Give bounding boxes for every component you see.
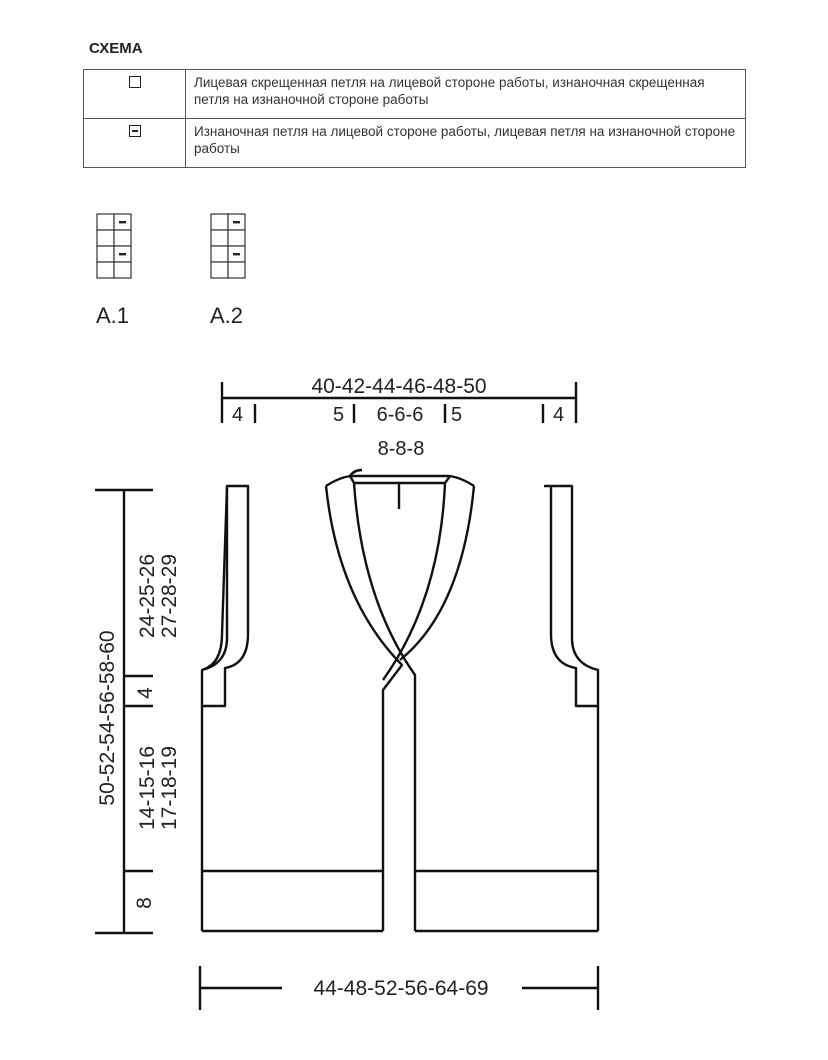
purl-dash-mark [233,221,240,223]
top-seg-center-below: 8-8-8 [377,438,425,460]
vest-outline [202,470,598,931]
chart-cell [97,246,114,262]
top-seg-right: 4 [553,404,565,426]
chart-a2-label: A.2 [210,303,244,328]
chart-cell [114,262,131,278]
chart-cell [97,262,114,278]
chart-cell [114,230,131,246]
top-seg-center: 6-6-6 [376,404,424,426]
purl-dash-mark [233,253,240,255]
body-label-1: 14-15-16 [136,745,159,831]
legend-description: Изнаночная петля на лицевой стороне работы, лицевая петля на изнаночной стороне работы [186,119,746,168]
chart-a1-label: A.1 [96,303,130,328]
chart-cell [211,246,228,262]
chart-cell [211,262,228,278]
total-length-label: 50-52-54-56-58-60 [96,630,119,806]
underarm-label: 4 [134,687,157,699]
chart-cell [228,262,245,278]
chart-cell [97,214,114,230]
armhole-label-2: 27-28-29 [158,553,181,639]
chart-title: СХЕМА [89,40,143,57]
top-seg-left-mid: 5 [333,404,345,426]
purl-dash-mark [119,221,126,223]
rib-label: 8 [133,897,156,909]
chart-cell [211,230,228,246]
legend-description: Лицевая скрещенная петля на лицевой стороне работы, изнаночная скрещенная петля на изнаночной стороне работы [186,70,746,119]
bottom-width-label: 44-48-52-56-64-69 [313,977,489,1000]
top-seg-right-mid: 5 [451,404,463,426]
armhole-label-1: 24-25-26 [136,553,159,639]
chart-cell [97,230,114,246]
purl-dash-mark [119,253,126,255]
chart-cell [211,214,228,230]
top-seg-left: 4 [232,404,244,426]
chart-cell [228,230,245,246]
top-width-label: 40-42-44-46-48-50 [311,375,487,398]
body-label-2: 17-18-19 [158,745,181,831]
chart-a2-grid [211,214,245,278]
chart-a1-grid [97,214,131,278]
